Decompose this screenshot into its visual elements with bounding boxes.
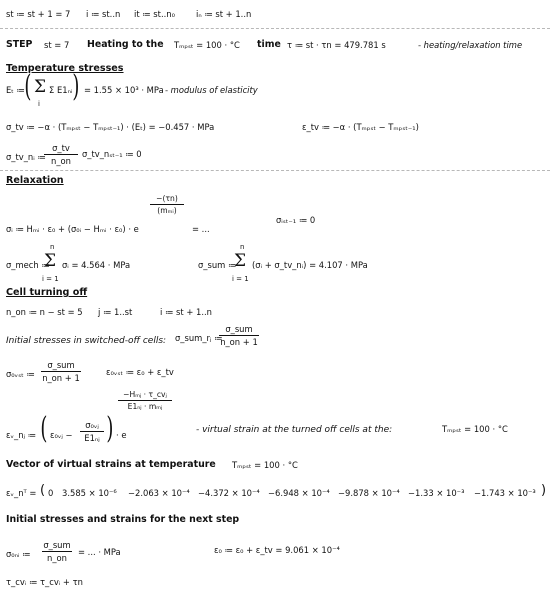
epsv-e: · e xyxy=(116,430,127,440)
epsv-exp-den: E1ₙⱼ · mₘⱼ xyxy=(127,402,163,411)
i-range: i ≔ st + 1..n xyxy=(160,307,212,317)
sig-tv-ni-lhs: σ_tv_nᵢ ≔ xyxy=(6,152,46,162)
sig0v-den: n_on + 1 xyxy=(42,373,80,383)
e-sum-body: Σ E1ₙᵢ xyxy=(49,85,73,95)
sig0v-lhs: σ₀ᵥₛₜ ≔ xyxy=(6,369,35,379)
sig-sum-body: (σᵢ + σ_tv_nᵢ) = 4.107 · MPa xyxy=(252,260,368,270)
epsv-lhs: εᵥ_nⱼ ≔ xyxy=(6,430,37,440)
e-sum-index: i xyxy=(38,100,40,108)
vector-lhs: εᵥ_nᵀ = xyxy=(6,488,37,498)
sig-sum-bot: i = 1 xyxy=(232,275,249,283)
epsv-exponent xyxy=(118,390,172,411)
sig-tv-den: n_on xyxy=(51,156,71,166)
sig-i-eq: σᵢ ≔ Hₘᵢ · ε₀ + (σ₀ᵢ − Hₘᵢ · ε₀) · e xyxy=(6,224,139,234)
vector-value-6: −1.33 × 10⁻³ xyxy=(408,488,465,498)
sig-sum-sum-sign: Σ xyxy=(234,251,247,271)
epsv-in-num: σ₀ᵥⱼ xyxy=(85,420,99,430)
heat-relax-note: - heating/relaxation time xyxy=(418,40,523,50)
e-note: - modulus of elasticity xyxy=(165,85,258,95)
eps0-eq: ε₀ ≔ ε₀ + ε_tv = 9.061 × 10⁻⁴ xyxy=(214,545,340,555)
vector-value-0: 0 xyxy=(48,488,54,498)
epsv-in-a: ε₀ᵥⱼ − xyxy=(50,430,73,440)
vector-value-2: −2.063 × 10⁻⁴ xyxy=(128,488,190,498)
sig-on-lhs: σ₀ₙᵢ ≔ xyxy=(6,549,31,559)
sum-sign: Σ xyxy=(34,77,47,97)
vector-tmp: Tₘₚₛₜ = 100 · °C xyxy=(232,460,298,470)
relax-exp-num: −(τn) xyxy=(156,194,178,203)
vector-value-1: 3.585 × 10⁻⁶ xyxy=(62,488,117,498)
assign-st: st ≔ st + 1 = 7 xyxy=(6,9,71,19)
sig-tv: σ_tv ≔ −α · (Tₘₚₛₜ − Tₘₚₛₜ₋₁) · (Eₜ) = −0.457 · MPa xyxy=(6,122,215,132)
relax-exponent xyxy=(150,194,184,215)
vector-bracket-close: ) xyxy=(541,483,547,498)
eps-tv: ε_tv ≔ −α · (Tₘₚₛₜ − Tₘₚₛₜ₋₁) xyxy=(302,122,419,132)
vector-value-7: −1.743 × 10⁻³ xyxy=(474,488,536,498)
vector-value-5: −9.878 × 10⁻⁴ xyxy=(338,488,400,498)
vector-value-4: −6.948 × 10⁻⁴ xyxy=(268,488,330,498)
sig-sum-lhs: σ_sum ≔ xyxy=(198,260,237,270)
sig-on-rhs: = ... · MPa xyxy=(78,547,121,557)
region-divider xyxy=(0,28,550,29)
sig-mech-bot: i = 1 xyxy=(42,275,59,283)
initial-label: Initial stresses in switched-off cells: xyxy=(6,336,167,346)
sig-sum-rj-num: σ_sum xyxy=(225,324,253,334)
section-temperature-stresses: Temperature stresses xyxy=(6,63,124,74)
sig-tv-fraction xyxy=(44,143,78,166)
n-on-eq: n_on ≔ n − st = 5 xyxy=(6,307,83,317)
epsv-paren-open: ( xyxy=(40,411,48,446)
range-in: iₙ ≔ st + 1..n xyxy=(196,9,252,19)
e-rhs: = 1.55 × 10³ · MPa xyxy=(84,85,164,95)
sig-mech-body: σᵢ = 4.564 · MPa xyxy=(62,260,131,270)
epsv-note: - virtual strain at the turned off cells at the: xyxy=(196,425,393,435)
sig-mech-lhs: σ_mech ≔ xyxy=(6,260,50,270)
sig-mech-top: n xyxy=(50,243,55,251)
sig-tv-prev: σ_tv_nₛₜ₋₁ ≔ 0 xyxy=(82,149,142,159)
heating-tmp-eq: Tₘₚₛₜ = 100 · °C xyxy=(174,40,240,50)
sig-sum-rj-den: n_on + 1 xyxy=(220,337,258,347)
sig-sum-rj-lhs: σ_sum_rⱼ ≔ xyxy=(175,333,223,343)
sig-prev: σᵢₛₜ₋₁ ≔ 0 xyxy=(276,215,316,225)
vector-bracket-open: ( xyxy=(40,483,46,498)
section-initial-next: Initial stresses and strains for the next step xyxy=(6,514,240,525)
sig0v-fraction xyxy=(41,360,81,383)
paren-open: ( xyxy=(24,69,32,104)
sig-on-num: σ_sum xyxy=(43,540,71,550)
sig0v-num: σ_sum xyxy=(47,360,75,370)
range-i: i ≔ st..n xyxy=(86,9,121,19)
section-vector: Vector of virtual strains at temperature xyxy=(6,459,216,470)
epsv-in-den: E1ₙⱼ xyxy=(84,433,100,443)
sig-sum-rj-fraction xyxy=(219,324,259,347)
paren-close: ) xyxy=(72,69,80,104)
relax-exp-den: (mₘᵢ) xyxy=(157,206,177,215)
epsv-tmp: Tₘₚₛₜ = 100 · °C xyxy=(442,424,508,434)
j-range: j ≔ 1..st xyxy=(98,307,133,317)
e-lhs: Eₜ ≔ xyxy=(6,85,25,95)
region-divider-2 xyxy=(0,170,550,171)
epsv-paren-close: ) xyxy=(106,411,114,446)
sig-i-dots: = ... xyxy=(192,224,210,234)
step-label: STEP xyxy=(6,39,33,50)
eps0v-eq: ε₀ᵥₛₜ ≔ ε₀ + ε_tv xyxy=(106,367,174,377)
range-it: it ≔ st..n₀ xyxy=(134,9,175,19)
sig-tv-num: σ_tv xyxy=(52,143,70,153)
sig-mech-sum-sign: Σ xyxy=(44,251,57,271)
step-eq: st = 7 xyxy=(44,40,70,50)
vector-value-3: −4.372 × 10⁻⁴ xyxy=(198,488,260,498)
sig-sum-top: n xyxy=(240,243,245,251)
tau-eq: τ ≔ st · τn = 479.781 s xyxy=(287,40,386,50)
section-relaxation: Relaxation xyxy=(6,175,64,186)
time-label: time xyxy=(257,39,281,50)
epsv-exp-num: −Hₘⱼ · τ_cvⱼ xyxy=(123,390,167,399)
epsv-in-fraction xyxy=(80,420,104,443)
sig-on-den: n_on xyxy=(47,553,67,563)
section-cell-turning-off: Cell turning off xyxy=(6,287,88,298)
heating-label: Heating to the xyxy=(87,39,164,50)
sig-on-fraction xyxy=(42,540,72,563)
tau-cv-eq: τ_cvᵢ ≔ τ_cvᵢ + τn xyxy=(6,577,83,587)
